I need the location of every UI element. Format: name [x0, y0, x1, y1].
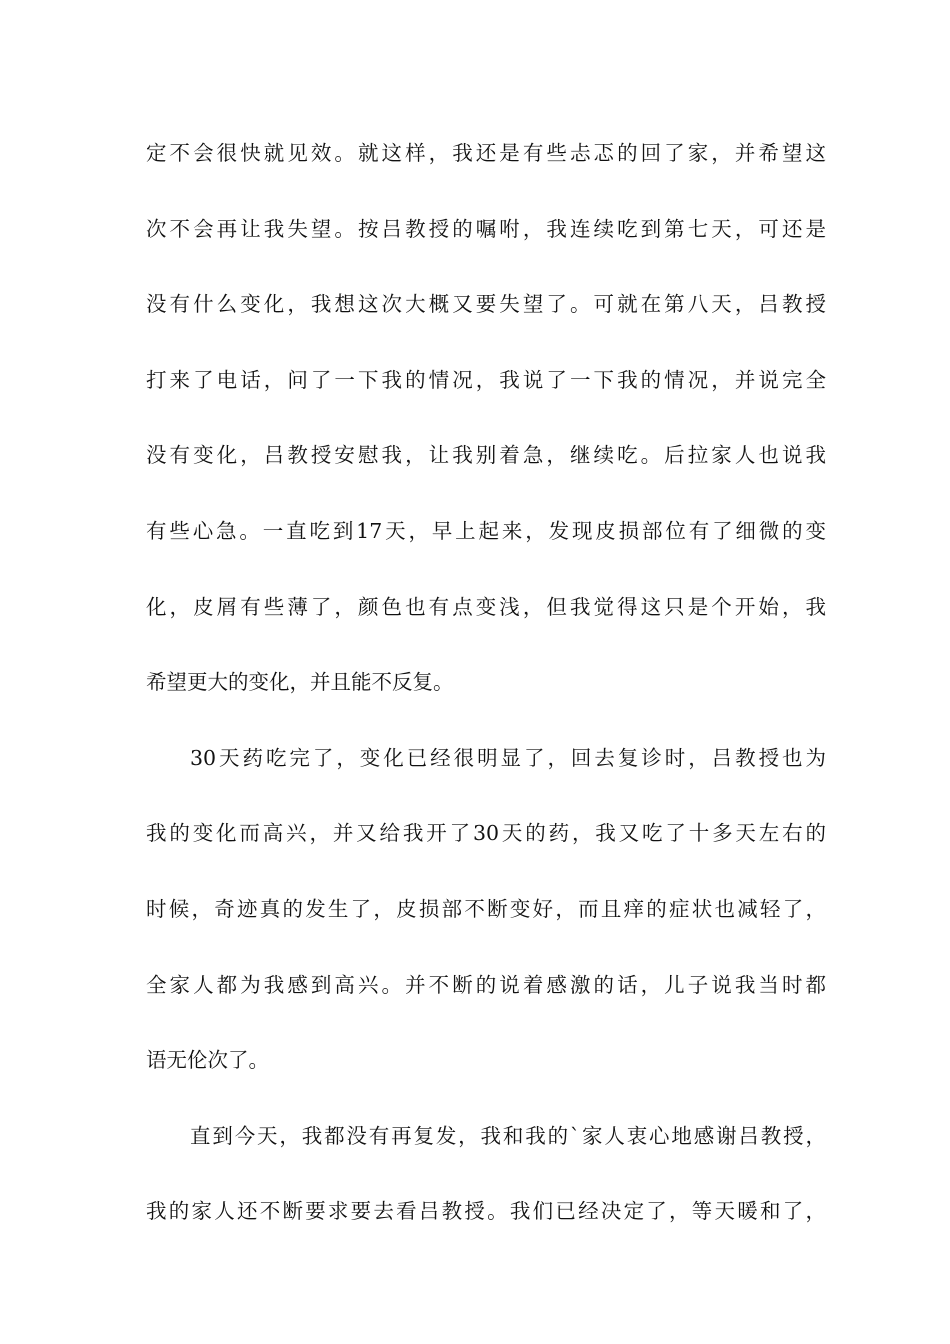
text-line: 我的家人还不断要求要去看吕教授。我们已经决定了，等天暖和了，: [146, 1199, 826, 1224]
text-line: 希望更大的变化，并且能不反复。: [146, 670, 454, 695]
text-line: 化，皮屑有些薄了，颜色也有点变浅，但我觉得这只是个开始，我: [146, 594, 826, 619]
text-line: 没有什么变化，我想这次大概又要失望了。可就在第八天，吕教授: [146, 292, 826, 317]
paragraph-first-line: 直到今天，我都没有再复发，我和我的`家人衷心地感谢吕教授，: [190, 1123, 826, 1148]
text-line: 定不会很快就见效。就这样，我还是有些忐忑的回了家，并希望这: [146, 141, 826, 165]
text-line: 全家人都为我感到高兴。并不断的说着感激的话，儿子说我当时都: [146, 972, 826, 997]
text-line: 有些心急。一直吃到17天，早上起来，发现皮损部位有了细微的变: [146, 518, 826, 543]
text-line: 打来了电话，问了一下我的情况，我说了一下我的情况，并说完全: [146, 367, 826, 392]
body-text: [146, 126, 826, 1260]
text-line: 没有变化，吕教授安慰我，让我别着急，继续吃。后拉家人也说我: [146, 443, 826, 468]
paragraph-first-line: 30天药吃完了，变化已经很明显了，回去复诊时，吕教授也为: [190, 745, 826, 770]
text-line: 时候，奇迹真的发生了，皮损部不断变好，而且痒的症状也减轻了，: [146, 896, 826, 921]
text-line: 语无伦次了。: [146, 1048, 269, 1073]
text-line: 我的变化而高兴，并又给我开了30天的药，我又吃了十多天左右的: [146, 821, 826, 846]
text-line: 次不会再让我失望。按吕教授的嘱咐，我连续吃到第七天，可还是: [146, 216, 826, 241]
